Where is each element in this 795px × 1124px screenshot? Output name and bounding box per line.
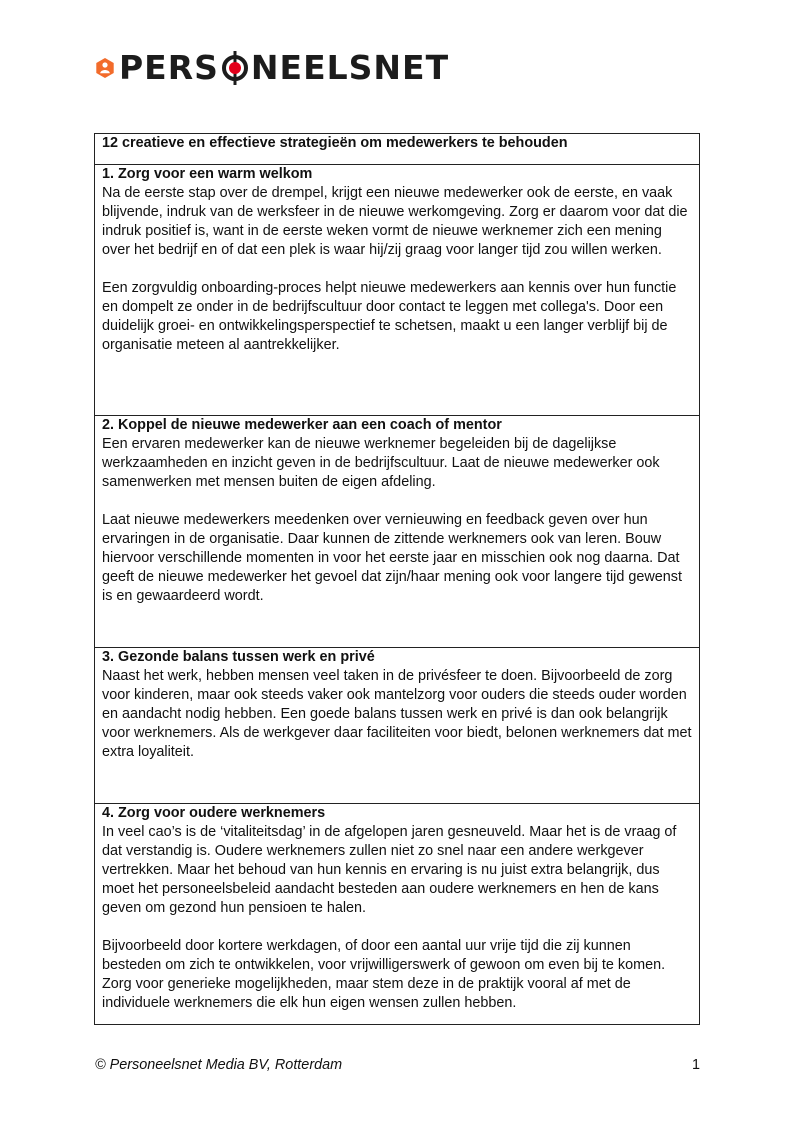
section-heading-3: 3. Gezonde balans tussen werk en privé (102, 649, 375, 665)
section-2-paragraph-1: Een ervaren medewerker kan de nieuwe werknemer begeleiden bij de dagelijkse werkzaamheden en inzicht geven in de bedrijfscultuur. Laat de nieuwe medewerker ook samenwerken met mensen buiten de eigen afdeling. (102, 436, 660, 490)
section-row-1 (95, 165, 700, 416)
section-heading-1: 1. Zorg voor een warm welkom (102, 166, 313, 182)
table-title-row (95, 134, 700, 165)
table-title: 12 creatieve en effectieve strategieën om medewerkers te behouden (102, 135, 568, 151)
section-cell-1 (95, 165, 700, 416)
section-heading-2: 2. Koppel de nieuwe medewerker aan een coach of mentor (102, 417, 502, 433)
table-title-cell (95, 134, 700, 165)
logo-wordmark (119, 50, 449, 86)
section-cell-2 (95, 416, 700, 648)
company-logo (95, 50, 449, 86)
target-icon (220, 50, 250, 86)
section-1-paragraph-1: Na de eerste stap over de drempel, krijgt een nieuwe medewerker ook de eerste, en vaak blijvende, indruk van de werksfeer in de nieuwe werkomgeving. Zorg er daarom voor dat die indruk positief is, want in de eerste weken vormt de nieuwe werknemer zich een mening over het bedrijf en of dat een plek is waar hij/zij graag voor langer tijd zou willen werken. (102, 185, 688, 258)
section-row-4 (95, 804, 700, 1025)
section-4-paragraph-1: In veel cao’s is de ‘vitaliteitsdag’ in de afgelopen jaren gesneuveld. Maar het is de vraag of dat verstandig is. Oudere werknemers zullen niet zo snel naar een andere werkgever vertrekken. Maar het behoud van hun kennis en ervaring is nu juist extra belangrijk, dus moet het personeelsbeleid aandacht besteden aan oudere werknemers en hen de kans geven om gezond hun pensioen te halen. (102, 824, 677, 916)
section-1-paragraph-2: Een zorgvuldig onboarding-proces helpt nieuwe medewerkers aan kennis over hun functie en dompelt ze onder in de bedrijfscultuur door contact te leggen met collega's. Door een duidelijk groei- en ontwikkelingsperspectief te schetsen, maakt u een langer verblijf bij de organisatie meteen al aantrekkelijker. (102, 280, 677, 353)
footer-copyright: © Personeelsnet Media BV, Rotterdam (95, 1057, 343, 1073)
section-2-paragraph-2: Laat nieuwe medewerkers meedenken over vernieuwing en feedback geven over hun ervaringen in de organisatie. Daar kunnen de zittende werknemers ook van leren. Bouw hiervoor verschillende momenten in voor het eerste jaar en misschien ook nog daarna. Dat geeft de nieuwe medewerker het gevoel dat zijn/haar mening ook voor langere tijd gewenst is en gewaardeerd wordt. (102, 512, 682, 604)
section-heading-4: 4. Zorg voor oudere werknemers (102, 805, 326, 821)
logo-text-end: NEELSNET (250, 48, 450, 87)
page-number: 1 (692, 1057, 701, 1073)
logo-text-start: PERS (119, 48, 219, 87)
section-3-paragraph-1: Naast het werk, hebben mensen veel taken in de privésfeer te doen. Bijvoorbeeld de zorg voor kinderen, maar ook steeds vaker ook mantelzorg voor ouders die steeds ouder worden en aandacht nodig hebben. Een goede balans tussen werk en privé is dan ook belangrijk voor werknemers. Als de werkgever daar faciliteiten voor biedt, belonen werknemers dat met extra loyaliteit. (102, 668, 692, 760)
section-cell-3 (95, 648, 700, 804)
strategies-table (94, 133, 700, 1025)
person-badge-icon (95, 58, 115, 78)
section-row-3 (95, 648, 700, 804)
section-cell-4 (95, 804, 700, 1025)
section-4-paragraph-2: Bijvoorbeeld door kortere werkdagen, of door een aantal uur vrije tijd die zij kunnen besteden om zich te ontwikkelen, voor vrijwilligerswerk of gewoon om even bij te komen. Zorg voor generieke mogelijkheden, maar stem deze in de praktijk vooral af met de individuele werknemers die elk hun eigen wensen zullen hebben. (102, 938, 666, 1011)
section-row-2 (95, 416, 700, 648)
